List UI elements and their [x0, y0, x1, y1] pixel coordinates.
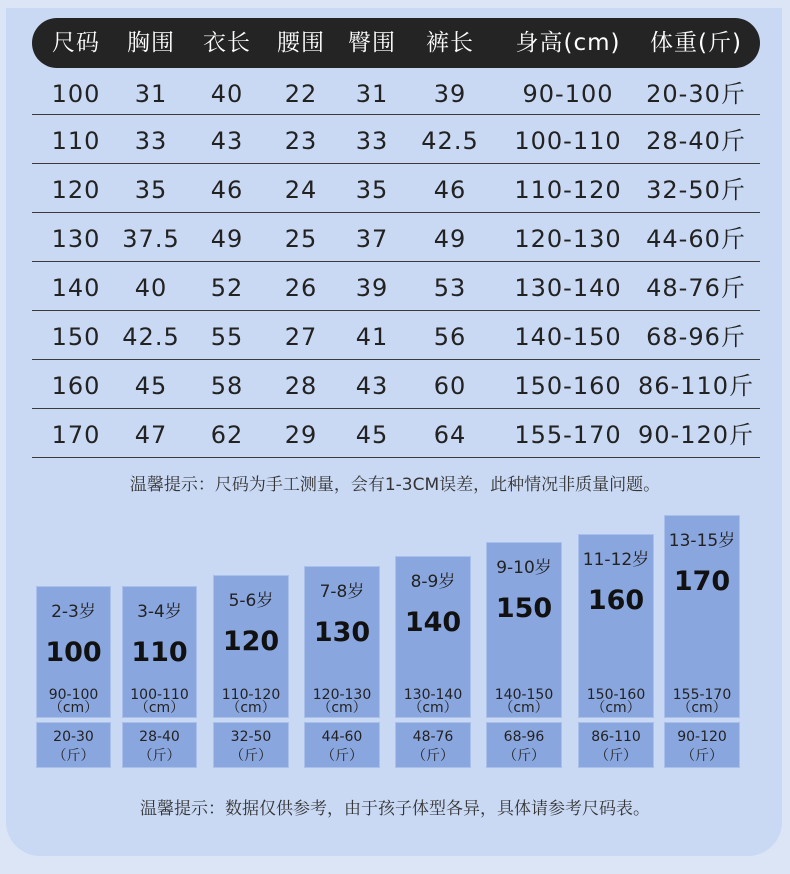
- cell-weight: 20-30斤: [646, 80, 746, 108]
- cell-length: 46: [210, 176, 244, 204]
- cell-waist: 26: [284, 274, 318, 302]
- weight-range: 90-120: [677, 729, 727, 745]
- table-row: [32, 409, 760, 458]
- cell-hip: 43: [355, 372, 389, 400]
- cell-height: 155-170: [514, 421, 622, 449]
- cell-height: 100-110: [514, 127, 622, 155]
- cell-waist: 27: [284, 323, 318, 351]
- height-range: 110-120: [221, 687, 281, 703]
- height-unit: （cm）: [317, 700, 367, 716]
- cell-weight: 90-120斤: [637, 421, 755, 449]
- cell-hip: 31: [355, 80, 389, 108]
- size-bar: [395, 556, 471, 718]
- cell-length: 49: [210, 225, 244, 253]
- cell-weight: 44-60斤: [646, 225, 746, 253]
- cell-pants-length: 42.5: [421, 127, 479, 155]
- cell-chest: 45: [134, 372, 168, 400]
- cell-size: 160: [51, 372, 101, 400]
- size-bar: [213, 575, 289, 718]
- cell-height: 140-150: [514, 323, 622, 351]
- cell-height: 120-130: [514, 225, 622, 253]
- measurement-note: 温馨提示：尺码为手工测量，会有1-3CM误差，此种情况非质量问题。: [129, 475, 661, 495]
- weight-range: 20-30: [53, 729, 94, 745]
- cell-waist: 25: [284, 225, 318, 253]
- header-weight: 体重(斤): [650, 30, 742, 56]
- height-unit: （cm）: [48, 700, 99, 716]
- table-row: [32, 360, 760, 409]
- height-unit: （cm）: [408, 700, 458, 716]
- size-label: 100: [45, 637, 102, 668]
- size-bar: [304, 566, 380, 718]
- size-label: 120: [222, 626, 280, 657]
- cell-waist: 28: [284, 372, 318, 400]
- height-range: 120-130: [312, 687, 372, 703]
- cell-weight: 32-50斤: [646, 176, 746, 204]
- cell-chest: 42.5: [122, 323, 180, 351]
- height-unit: （cm）: [134, 700, 185, 716]
- size-bar: [122, 586, 197, 718]
- weight-unit: （斤）: [230, 748, 272, 764]
- age-label: 11-12岁: [582, 550, 650, 570]
- header-size: 尺码: [52, 30, 100, 56]
- header-pants-length: 裤长: [426, 30, 474, 56]
- cell-height: 150-160: [514, 372, 622, 400]
- weight-range: 44-60: [321, 729, 363, 745]
- weight-unit: （斤）: [138, 748, 181, 764]
- table-header: [32, 18, 760, 68]
- cell-chest: 47: [134, 421, 168, 449]
- cell-waist: 22: [284, 80, 318, 108]
- table-row: [32, 164, 760, 213]
- weight-range: 48-76: [412, 729, 454, 745]
- cell-hip: 39: [355, 274, 389, 302]
- weight-range: 32-50: [230, 729, 272, 745]
- header-waist: 腰围: [277, 30, 325, 56]
- height-unit: （cm）: [591, 700, 641, 716]
- cell-chest: 37.5: [122, 225, 180, 253]
- size-table: [32, 18, 760, 458]
- age-label: 7-8岁: [319, 582, 365, 602]
- cell-size: 110: [51, 127, 101, 155]
- cell-chest: 40: [134, 274, 168, 302]
- cell-pants-length: 53: [433, 274, 467, 302]
- size-label: 130: [313, 617, 371, 648]
- age-label: 2-3岁: [51, 602, 96, 622]
- size-bar: [578, 534, 654, 718]
- cell-size: 130: [51, 225, 101, 253]
- cell-weight: 48-76斤: [646, 274, 746, 302]
- weight-unit: （斤）: [503, 748, 545, 764]
- header-hip: 臀围: [348, 30, 396, 56]
- age-label: 8-9岁: [410, 572, 456, 592]
- weight-box: [486, 722, 562, 768]
- cell-length: 55: [210, 323, 244, 351]
- weight-box: [664, 722, 740, 768]
- cell-length: 58: [210, 372, 244, 400]
- table-row: [32, 311, 760, 360]
- table-row: [32, 262, 760, 311]
- weight-unit: （斤）: [321, 748, 363, 764]
- age-label: 9-10岁: [496, 558, 552, 578]
- weight-range: 68-96: [503, 729, 545, 745]
- header-height: 身高(cm): [515, 30, 621, 56]
- size-label: 150: [495, 593, 553, 624]
- cell-pants-length: 46: [433, 176, 467, 204]
- weight-unit: （斤）: [412, 748, 454, 764]
- cell-height: 130-140: [514, 274, 622, 302]
- cell-hip: 37: [355, 225, 389, 253]
- cell-pants-length: 56: [433, 323, 467, 351]
- cell-pants-length: 60: [433, 372, 467, 400]
- cell-pants-length: 49: [433, 225, 467, 253]
- table-row: [32, 68, 760, 115]
- size-bar: [486, 542, 562, 718]
- cell-chest: 33: [134, 127, 168, 155]
- reference-note: 温馨提示：数据仅供参考，由于孩子体型各异，具体请参考尺码表。: [140, 799, 650, 819]
- cell-size: 140: [51, 274, 101, 302]
- size-label: 140: [404, 607, 462, 638]
- cell-length: 62: [210, 421, 244, 449]
- age-label: 13-15岁: [668, 531, 736, 551]
- cell-hip: 45: [355, 421, 389, 449]
- cell-hip: 41: [355, 323, 389, 351]
- cell-waist: 23: [284, 127, 318, 155]
- cell-pants-length: 64: [433, 421, 467, 449]
- weight-box: [213, 722, 289, 768]
- table-row: [32, 115, 760, 164]
- header-length: 衣长: [203, 30, 251, 56]
- height-range: 140-150: [494, 687, 554, 703]
- weight-range: 86-110: [591, 729, 641, 745]
- height-unit: （cm）: [226, 700, 276, 716]
- size-label: 160: [587, 585, 645, 616]
- age-label: 3-4岁: [137, 602, 182, 622]
- height-range: 130-140: [403, 687, 463, 703]
- cell-waist: 29: [284, 421, 318, 449]
- cell-height: 90-100: [522, 80, 614, 108]
- cell-size: 150: [51, 323, 101, 351]
- cell-chest: 35: [134, 176, 168, 204]
- weight-box: [36, 722, 111, 768]
- cell-chest: 31: [134, 80, 168, 108]
- cell-hip: 35: [355, 176, 389, 204]
- cell-pants-length: 39: [433, 80, 467, 108]
- height-range: 150-160: [586, 687, 646, 703]
- cell-size: 120: [51, 176, 101, 204]
- height-range: 155-170: [672, 687, 732, 703]
- cell-weight: 68-96斤: [646, 323, 746, 351]
- header-chest: 胸围: [127, 30, 175, 56]
- height-unit: （cm）: [677, 700, 727, 716]
- weight-range: 28-40: [139, 729, 180, 745]
- size-label: 170: [673, 566, 731, 597]
- table-body: [32, 68, 760, 458]
- weight-unit: （斤）: [681, 748, 723, 764]
- size-label: 110: [131, 637, 188, 668]
- height-unit: （cm）: [499, 700, 549, 716]
- cell-length: 43: [210, 127, 244, 155]
- cell-length: 52: [210, 274, 244, 302]
- height-range: 90-100: [48, 687, 99, 703]
- weight-box: [578, 722, 654, 768]
- table-row: [32, 213, 760, 262]
- height-range: 100-110: [130, 687, 189, 703]
- weight-box: [304, 722, 380, 768]
- size-bar: [36, 586, 111, 718]
- cell-length: 40: [210, 80, 244, 108]
- cell-weight: 28-40斤: [646, 127, 746, 155]
- cell-hip: 33: [355, 127, 389, 155]
- cell-weight: 86-110斤: [637, 372, 755, 400]
- age-label: 5-6岁: [228, 591, 274, 611]
- cell-waist: 24: [284, 176, 318, 204]
- size-bar: [664, 515, 740, 718]
- cell-size: 170: [51, 421, 101, 449]
- weight-box: [395, 722, 471, 768]
- weight-unit: （斤）: [595, 748, 637, 764]
- weight-box: [122, 722, 197, 768]
- weight-unit: （斤）: [52, 748, 95, 764]
- cell-height: 110-120: [514, 176, 622, 204]
- cell-size: 100: [51, 80, 101, 108]
